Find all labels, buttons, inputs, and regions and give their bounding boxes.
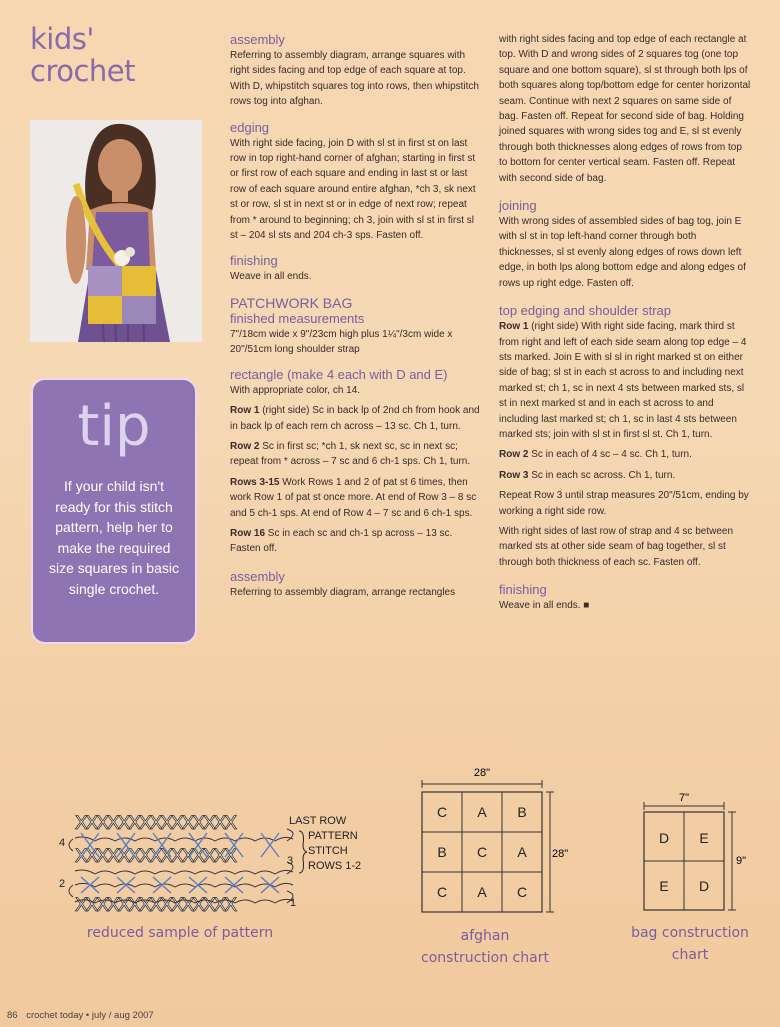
strap-row2-paragraph: Row 2 Sc in each of 4 sc – 4 sc. Ch 1, turn. xyxy=(499,449,692,461)
afghan-cell: A xyxy=(477,804,487,820)
bag-chart xyxy=(635,790,765,920)
rectangle-text: With appropriate color, ch 14. xyxy=(230,384,361,396)
afghan-cell: C xyxy=(516,884,528,900)
finishing-heading: finishing xyxy=(230,253,278,269)
bag-cell: E xyxy=(659,878,669,894)
afghan-label xyxy=(395,925,575,969)
row1-paragraph: Row 1 (right side) Sc in back lp of 2nd ch from hook and in back lp of each rem ch across – 13 sc. Ch 1, turn. xyxy=(230,405,480,432)
rectangle-heading: rectangle (make 4 each with D and E) xyxy=(230,366,448,382)
tip-box xyxy=(31,378,197,644)
bag-title: PATCHWORK BAG xyxy=(230,294,353,311)
afghan-chart xyxy=(412,764,582,924)
strap-row1-paragraph: Row 1 (right side) With right side facing, mark third st from right and left of each side seam along top edge – 4 sts marked. Join E with sl sl in right marked st on either side of bag; sl st in each st across to and including next marked st; ch 1, sc in next 4 sts between marked sts, sl st in next marked st and in each st across to and including last marked st; ch 1, sc in last 4 sts between marked sts; join with sl st in first sl st. Ch 1, turn. xyxy=(499,321,747,440)
tip-line: pattern, help her to xyxy=(55,519,173,535)
afghan-label-line: construction chart xyxy=(421,950,549,966)
joining-heading: joining xyxy=(499,198,537,214)
repeat-text: Repeat Row 3 until strap measures 20"/51cm, ending by working a right side row. xyxy=(499,490,749,517)
bag-height: 9" xyxy=(736,855,747,867)
column-two xyxy=(499,32,753,614)
edging-heading: edging xyxy=(230,119,270,135)
row-number: 3 xyxy=(287,855,294,867)
last-row-label: LAST ROW xyxy=(289,815,347,827)
sample-label: reduced sample of pattern xyxy=(86,925,274,941)
x-row: XXXXXXXXXXXXXXX xyxy=(75,895,236,916)
pattern-stitch-label: PATTERN xyxy=(308,830,358,842)
rows3-15-paragraph: Rows 3-15 Work Rows 1 and 2 of pat st 6 times, then work Row 1 of pat st once more. At end of Row 3 – 8 sc and 5 ch-1 sps. At end of Row 4 – 7 sc and 6 ch-1 sps. xyxy=(230,476,477,519)
assembly2-text: Referring to assembly diagram, arrange rectangles xyxy=(230,586,456,598)
tip-line: If your child isn't xyxy=(64,478,164,494)
assembly-continued-text: with right sides facing and top edge of each rectangle at top. With D and wrong sides of 2 squares tog (one top square and one bottom square), sl st through both lps of both squares along top/bottom edge for center horizontal seam. Continue with next 2 squares on same side of bag. Fasten off. Repeat for second side of bag. Holding joined squares with wrong sides tog and E, sl st evenly through both thicknesses along edges of rows from top to bottom for center vertical seam. Fasten off. Repeat with second side of bag. xyxy=(499,34,751,184)
afghan-cell: B xyxy=(437,844,447,860)
girl-photo xyxy=(30,120,202,342)
tip-line: size squares in basic xyxy=(49,560,179,576)
page-footer: 86 crochet today • july / aug 2007 xyxy=(7,1010,154,1021)
issue-date: july / aug 2007 xyxy=(91,1010,154,1021)
measurements-heading: finished measurements xyxy=(230,310,365,326)
bag-label-line: chart xyxy=(671,947,709,963)
assembly-heading: assembly xyxy=(230,32,285,47)
brand-crochet: crochet xyxy=(30,54,136,88)
afghan-label-line: afghan xyxy=(460,928,510,944)
measurements-text: 7"/18cm wide x 9"/23cm high plus 1¼"/3cm wide x 20"/51cm long shoulder strap xyxy=(230,328,453,356)
finishing2-text: Weave in all ends. ■ xyxy=(499,600,590,612)
bag-cell: D xyxy=(698,878,710,894)
pattern-stitch-label: STITCH xyxy=(308,845,348,857)
tip-heading: tip xyxy=(77,394,151,459)
tip-line: ready for this stitch xyxy=(55,498,173,515)
x-row: XXXXXXXXXXXXXXX xyxy=(75,813,236,834)
tip-text xyxy=(41,476,187,599)
row-number: 1 xyxy=(290,897,297,909)
bag-cell: D xyxy=(658,830,670,846)
magazine-name: crochet today xyxy=(26,1010,84,1021)
afghan-cell: A xyxy=(477,884,487,900)
bag-label-line: bag construction xyxy=(631,925,749,941)
strap-row3-paragraph: Row 3 Sc in each sc across. Ch 1, turn. xyxy=(499,469,676,481)
brand-kids: kids' xyxy=(30,22,94,56)
afghan-cell: A xyxy=(517,844,527,860)
afghan-height: 28" xyxy=(552,848,569,860)
bag-label xyxy=(610,922,770,966)
bag-width: 7" xyxy=(678,792,690,804)
tip-line: single crochet. xyxy=(68,580,160,597)
top-edging-heading: top edging and shoulder strap xyxy=(499,303,672,319)
final-text: With right sides of last row of strap and 4 sc between marked sts at other side seam of bag together, sl st through both thickness of each sc. Fasten off. xyxy=(499,525,733,568)
assembly2-heading: assembly xyxy=(230,568,285,584)
stitch-sample-diagram xyxy=(55,805,385,920)
joining-text: With wrong sides of assembled sides of bag tog, join E with sl st in top left-hand corner through both thicknesses, sl st evenly along edges of rows down left edge, in both lps along bottom edge and along edges of rows up right edge. Fasten off. xyxy=(499,216,746,289)
afghan-cell: C xyxy=(436,884,448,900)
afghan-cell: C xyxy=(476,844,488,860)
row-number: 4 xyxy=(59,837,66,849)
tip-line: make the required xyxy=(57,539,171,556)
assembly-text: Referring to assembly diagram, arrange squares with right sides facing and top edge of each square at top. With D, whipstitch squares tog into rows, then whipstitch rows tog into afghan. xyxy=(230,50,479,108)
row2-paragraph: Row 2 Sc in first sc; *ch 1, sk next sc, sc in next sc; repeat from * across – 7 sc and 6 ch-1 sps. Ch 1, turn. xyxy=(230,440,471,468)
afghan-cell: B xyxy=(517,804,527,820)
row16-paragraph: Row 16 Sc in each sc and ch-1 sp across – 13 sc. Fasten off. xyxy=(230,527,453,555)
finishing2-heading: finishing xyxy=(499,582,547,598)
pattern-stitch-label: ROWS 1-2 xyxy=(308,860,362,872)
x-row: XXXXXXXXXXXXXXX xyxy=(75,846,236,867)
column-one xyxy=(230,32,483,600)
afghan-cell: C xyxy=(436,804,448,820)
finishing-text: Weave in all ends. xyxy=(230,271,312,283)
page-number: 86 xyxy=(7,1010,18,1021)
row-number: 2 xyxy=(59,878,66,890)
afghan-width: 28" xyxy=(473,767,491,779)
edging-text: With right side facing, join D with sl st in first st on last row in top right-hand corner of afghan; starting in first st or first row of each square and ending in last st or last row of each square around entire afghan, *ch 3, sk next st or row, sl st in next st or in edge of next row; repeat from * around to beginning; ch 3, join with sl st in first sl st – 204 sl sts and 204 ch-3 sps. Fasten off. xyxy=(230,137,476,242)
bag-cell: E xyxy=(699,830,709,846)
